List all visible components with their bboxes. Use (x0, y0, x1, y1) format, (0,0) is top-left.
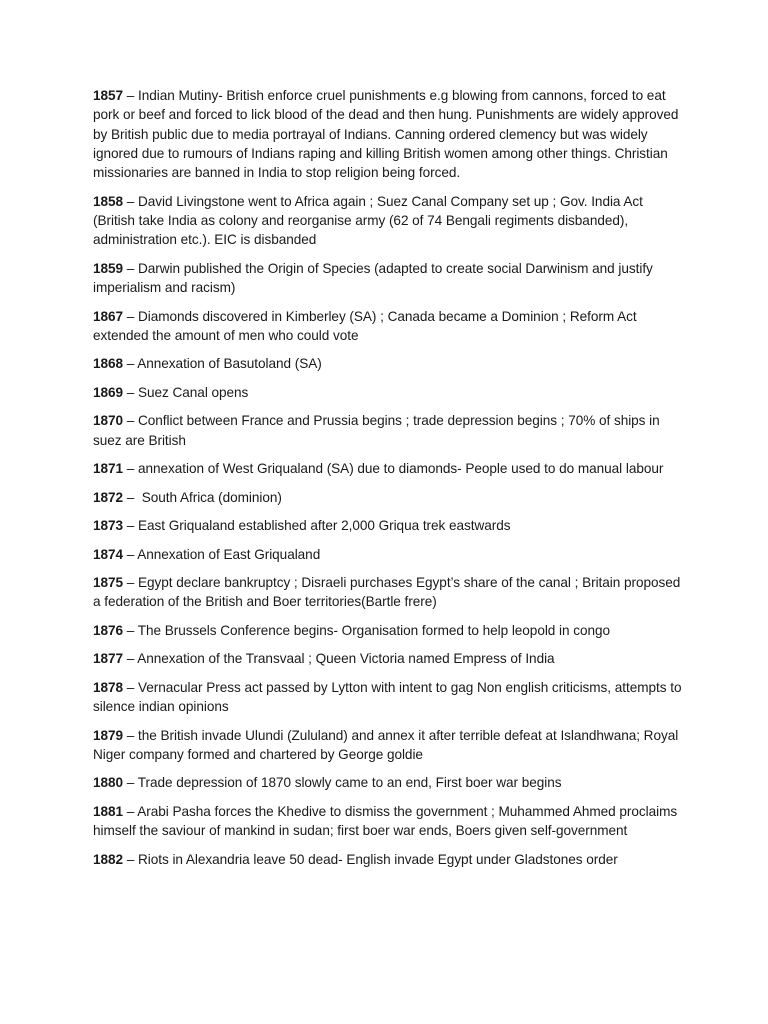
timeline-entry-1871 (93, 459, 683, 478)
timeline-entry-1878 (93, 678, 683, 717)
entry-year: 1880 (93, 775, 124, 791)
entry-text: – Arabi Pasha forces the Khedive to dismiss the government ; Muhammed Ahmed proclaims himself the saviour of mankind in sudan; first boer war ends, Boers given self-government (93, 803, 678, 839)
timeline-entry-1869 (93, 383, 683, 402)
entry-text: – Egypt declare bankruptcy ; Disraeli purchases Egypt’s share of the canal ; Britain proposed a federation of the British and Boer territories(Bartle frere) (93, 575, 681, 610)
timeline-entry-1879 (93, 726, 683, 765)
timeline-entry-1870 (93, 411, 683, 450)
entry-text: – annexation of West Griqualand (SA) due to diamonds- People used to do manual labour (123, 461, 664, 477)
entry-year: 1879 (93, 727, 124, 743)
entry-text: – Conflict between France and Prussia begins ; trade depression begins ; 70% of ships in suez are British (93, 413, 660, 448)
entry-text: – Vernacular Press act passed by Lytton with intent to gag Non english criticisms, attempts to silence indian opinions (93, 679, 682, 715)
entry-text: – Indian Mutiny- British enforce cruel punishments e.g blowing from cannons, forced to eat pork or beef and forced to lick blood of the dead and then hung. Punishments are widely approved by British public due to media portrayal of Indians. Canning ordered clemency but was widely ignored due to rumours of Indians raping and killing British women among other things. Christian missionaries are banned in India to stop religion being forced. (93, 88, 679, 181)
entry-year: 1859 (93, 260, 124, 276)
timeline-entry-1859 (93, 259, 683, 298)
entry-text: – Annexation of Basutoland (SA) (123, 356, 322, 372)
document-page (93, 86, 683, 878)
entry-text: – East Griqualand established after 2,000 Griqua trek eastwards (123, 518, 511, 534)
entry-year: 1874 (93, 546, 124, 562)
timeline-entry-1874 (93, 545, 683, 564)
entry-year: 1871 (93, 461, 124, 477)
timeline-entry-1876 (93, 621, 683, 640)
entry-text: – The Brussels Conference begins- Organisation formed to help leopold in congo (123, 622, 611, 638)
entry-text: – David Livingstone went to Africa again ; Suez Canal Company set up ; Gov. India Act (British take India as colony and reorganise army (62 of 74 Bengali regiments disbanded), administration etc.). EIC is disbanded (93, 193, 643, 248)
timeline-entry-1877 (93, 649, 683, 668)
entry-year: 1881 (93, 803, 124, 819)
entry-text: – Diamonds discovered in Kimberley (SA) ; Canada became a Dominion ; Reform Act extended the amount of men who could vote (93, 308, 637, 343)
entry-year: 1872 (93, 489, 124, 505)
entry-text: – Annexation of the Transvaal ; Queen Victoria named Empress of India (123, 651, 555, 667)
timeline-entry-1880 (93, 773, 683, 792)
entry-year: 1873 (93, 518, 124, 534)
timeline-entry-1875 (93, 573, 683, 612)
timeline-entry-1873 (93, 516, 683, 535)
entry-year: 1867 (93, 308, 124, 324)
entry-year: 1868 (93, 356, 124, 372)
entry-year: 1857 (93, 88, 124, 103)
timeline-entry-1868 (93, 354, 683, 373)
entry-text: – the British invade Ulundi (Zululand) and annex it after terrible defeat at Islandhwana; Royal Niger company formed and chartered by George goldie (93, 727, 679, 762)
entry-text: – Trade depression of 1870 slowly came to an end, First boer war begins (123, 775, 562, 791)
timeline-entry-1881 (93, 802, 683, 841)
entry-year: 1882 (93, 851, 124, 867)
entry-year: 1876 (93, 622, 124, 638)
timeline-entry-1867 (93, 307, 683, 346)
entry-year: 1875 (93, 575, 124, 590)
timeline-entry-1882 (93, 850, 683, 869)
entry-text: – Riots in Alexandria leave 50 dead- English invade Egypt under Gladstones order (123, 851, 618, 867)
entry-year: 1870 (93, 413, 124, 429)
timeline-entry-1857 (93, 86, 683, 182)
entry-year: 1878 (93, 679, 124, 695)
timeline-entry-1858 (93, 192, 683, 250)
entry-year: 1869 (93, 384, 124, 400)
entry-text: – South Africa (dominion) (123, 489, 282, 505)
entry-year: 1877 (93, 651, 124, 667)
timeline-entry-1872 (93, 488, 683, 507)
entry-text: – Annexation of East Griqualand (123, 546, 321, 562)
entry-year: 1858 (93, 193, 124, 209)
entry-text: – Suez Canal opens (123, 384, 249, 400)
entry-text: – Darwin published the Origin of Species (adapted to create social Darwinism and justify imperialism and racism) (93, 260, 653, 296)
